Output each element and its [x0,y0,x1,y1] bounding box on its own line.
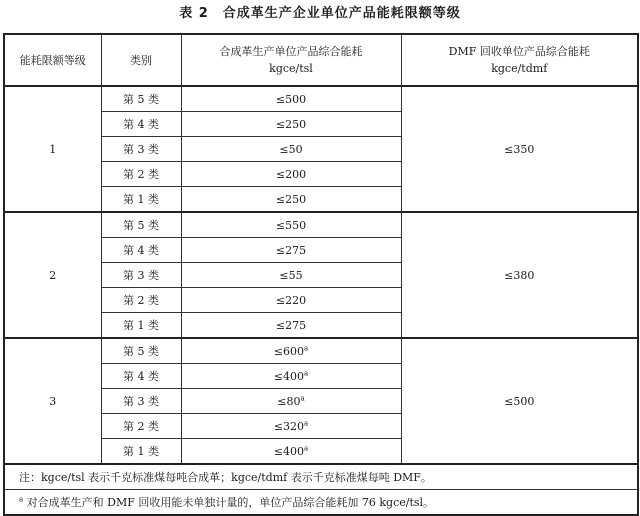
table-body [4,86,638,464]
header-dmf [401,34,638,86]
category-cell: 第 4 类 [101,238,181,263]
category-cell: 第 5 类 [101,338,181,364]
synthetic-leather-value-cell [181,187,401,213]
footnote-mark: a [304,343,309,352]
synthetic-leather-value: ≤80 [277,394,301,408]
header-dmf-label: DMF 回收单位产品综合能耗 [448,45,590,58]
synthetic-leather-value-cell [181,263,401,288]
footnote-mark: a [304,443,309,452]
category-cell: 第 1 类 [101,313,181,339]
header-category: 类别 [101,34,181,86]
note-1: 注：kgce/tsl 表示千克标准煤每吨合成革；kgce/tdmf 表示千克标准煤每吨 DMF。 [4,464,638,490]
dmf-value-cell: ≤500 [401,338,638,464]
category-cell: 第 4 类 [101,112,181,137]
synthetic-leather-value: ≤200 [275,167,307,181]
category-cell: 第 5 类 [101,86,181,112]
table-title: 表 2 合成革生产企业单位产品能耗限额等级 [179,6,461,21]
footnote-mark: a [300,393,305,402]
header-synthetic-leather-label: 合成革生产单位产品综合能耗 [219,45,363,58]
category-cell: 第 3 类 [101,263,181,288]
footnote-mark: a [304,368,309,377]
grade-cell: 1 [4,86,101,212]
dmf-value-cell: ≤380 [401,212,638,338]
synthetic-leather-value: ≤275 [275,243,307,257]
category-cell: 第 3 类 [101,137,181,162]
synthetic-leather-value: ≤320 [273,419,305,433]
synthetic-leather-value-cell [181,212,401,238]
synthetic-leather-value: ≤220 [275,293,307,307]
grade-cell: 3 [4,338,101,464]
synthetic-leather-value-cell [181,439,401,465]
category-cell: 第 1 类 [101,439,181,465]
synthetic-leather-value: ≤55 [279,268,303,282]
table-row [4,338,638,364]
dmf-value-cell: ≤350 [401,86,638,212]
category-cell: 第 2 类 [101,162,181,187]
category-cell: 第 3 类 [101,389,181,414]
grade-cell: 2 [4,212,101,338]
synthetic-leather-value: ≤275 [275,318,307,332]
synthetic-leather-value: ≤250 [275,192,307,206]
synthetic-leather-value-cell [181,162,401,187]
synthetic-leather-value: ≤50 [279,142,303,156]
synthetic-leather-value: ≤250 [275,117,307,131]
category-cell: 第 2 类 [101,288,181,313]
category-cell: 第 5 类 [101,212,181,238]
note-2 [4,490,638,516]
header-grade: 能耗限额等级 [4,34,101,86]
synthetic-leather-value-cell [181,112,401,137]
note-2-text: 对合成革生产和 DMF 回收用能未单独计量的，单位产品综合能耗加 76 kgce/tsl。 [23,496,435,509]
synthetic-leather-value-cell [181,389,401,414]
synthetic-leather-value-cell [181,137,401,162]
synthetic-leather-value-cell [181,338,401,364]
synthetic-leather-value: ≤400 [273,369,305,383]
synthetic-leather-value-cell [181,238,401,263]
note-2-mark: a [19,495,24,504]
synthetic-leather-value-cell [181,86,401,112]
header-synthetic-leather [181,34,401,86]
synthetic-leather-value: ≤550 [275,218,307,232]
table-header-row [4,34,638,86]
note-row-2 [4,490,638,516]
synthetic-leather-value: ≤400 [273,444,305,458]
energy-limit-table [3,33,639,516]
synthetic-leather-value: ≤500 [275,92,307,106]
synthetic-leather-value-cell [181,364,401,389]
header-synthetic-leather-unit: kgce/tsl [269,62,313,75]
table-row [4,212,638,238]
synthetic-leather-value-cell [181,313,401,339]
category-cell: 第 2 类 [101,414,181,439]
table-row [4,86,638,112]
synthetic-leather-value-cell [181,414,401,439]
synthetic-leather-value: ≤600 [273,344,305,358]
header-dmf-unit: kgce/tdmf [491,62,548,75]
category-cell: 第 4 类 [101,364,181,389]
synthetic-leather-value-cell [181,288,401,313]
note-row-1 [4,464,638,490]
footnote-mark: a [304,418,309,427]
category-cell: 第 1 类 [101,187,181,213]
